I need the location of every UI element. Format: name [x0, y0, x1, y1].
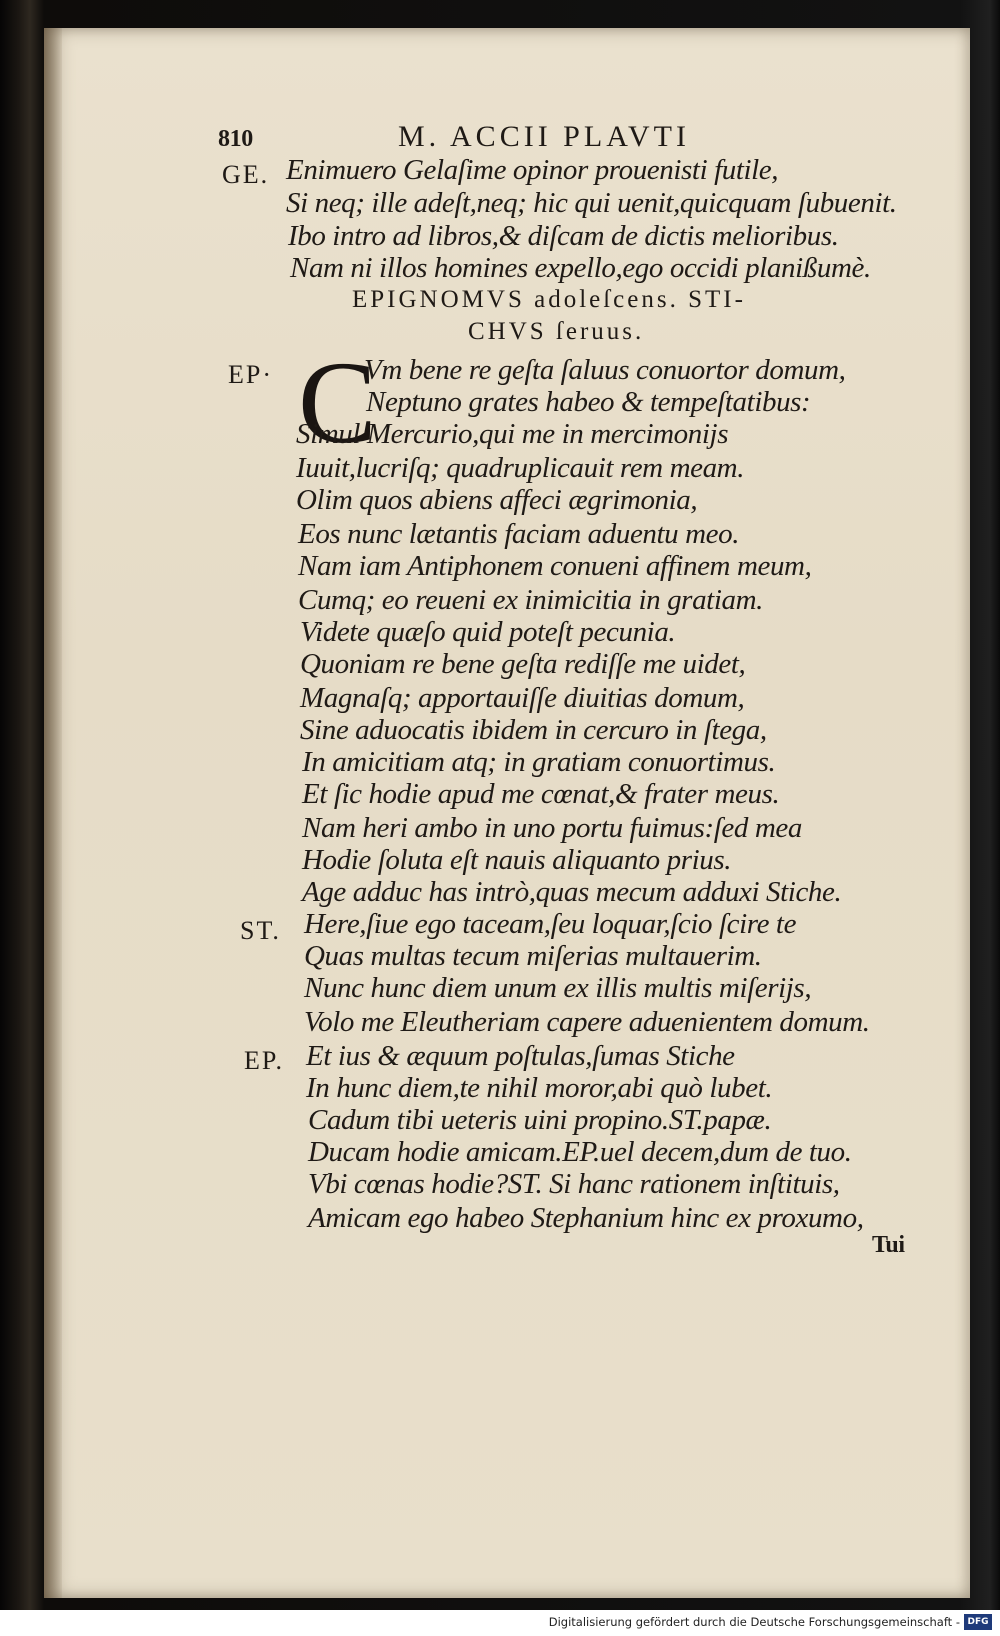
verse-line: Et ius & æquum poſtulas,ſumas Stiche: [306, 1040, 735, 1072]
verse-line: Magnaſq; apportauiſſe diuitias domum,: [300, 682, 745, 714]
verse-line: Ibo intro ad libros,& diſcam de dictis melioribus.: [288, 220, 839, 252]
verse-line: Neptuno grates habeo & tempeſtatibus:: [366, 386, 811, 418]
page-gutter-shadow: [44, 28, 62, 1598]
footer-credit-text: Digitalisierung gefördert durch die Deutsche Forschungsgemeinschaft -: [548, 1615, 960, 1629]
digitization-footer: [0, 1610, 1000, 1636]
verse-line: Si neq; ille adeſt,neq; hic qui uenit,quicquam ſubuenit.: [286, 187, 897, 219]
verse-line: Vm bene re geſta ſaluus conuortor domum,: [364, 354, 846, 386]
verse-line: Enimuero Gelaſime opinor prouenisti futile,: [286, 154, 779, 186]
verse-line: Olim quos abiens affeci ægrimonia,: [296, 484, 698, 516]
verse-line: Cadum tibi ueteris uini propino.ST.papæ.: [308, 1104, 772, 1136]
page-number: 810: [218, 126, 253, 152]
verse-line: In hunc diem,te nihil moror,abi quò lubet.: [306, 1072, 773, 1104]
verse-line: Hodie ſoluta eſt nauis aliquanto prius.: [302, 844, 732, 876]
verse-line: Eos nunc lætantis faciam aduentu meo.: [298, 518, 740, 550]
verse-line: Et ſic hodie apud me cœnat,& frater meus.: [302, 778, 780, 810]
scene-heading-continued: CHVS ſeruus.: [468, 318, 645, 345]
speaker-label-ep: EP·: [228, 360, 273, 389]
verse-line: Iuuit,lucriſq; quadruplicauit rem meam.: [296, 452, 745, 484]
verse-line: Ducam hodie amicam.EP.uel decem,dum de tuo.: [308, 1136, 852, 1168]
verse-line: In amicitiam atq; in gratiam conuortimus.: [302, 746, 776, 778]
verse-line: Age adduc has intrò,quas mecum adduxi Stiche.: [302, 876, 842, 908]
speaker-label-st: ST.: [240, 916, 281, 945]
verse-line: Quas multas tecum miſerias multauerim.: [304, 940, 762, 972]
verse-line: Cumq; eo reueni ex inimicitia in gratiam.: [298, 584, 763, 616]
verse-line: Quoniam re bene geſta rediſſe me uidet,: [300, 648, 746, 680]
verse-line: Videte quæſo quid poteſt pecunia.: [300, 616, 676, 648]
catchword: Tui: [872, 1232, 905, 1258]
drop-cap-initial: C: [298, 337, 377, 468]
verse-line: Nam iam Antiphonem conueni affinem meum,: [298, 550, 812, 582]
verse-line: Volo me Eleutheriam capere aduenientem domum.: [304, 1006, 870, 1038]
verse-line: Nunc hunc diem unum ex illis multis miſerijs,: [304, 972, 812, 1004]
verse-line: Vbi cœnas hodie?ST. Si hanc rationem inſtituis,: [308, 1168, 840, 1200]
verse-line: Nam heri ambo in uno portu fuimus:ſed mea: [302, 812, 802, 844]
speaker-label-ge: GE.: [222, 160, 270, 189]
verse-line: Simul Mercurio,qui me in mercimonijs: [296, 418, 729, 450]
verse-line: Amicam ego habeo Stephanium hinc ex proxumo,: [308, 1202, 864, 1234]
dfg-logo: DFG: [964, 1614, 992, 1630]
verse-line: Here,ſiue ego taceam,ſeu loquar,ſcio ſcire te: [304, 908, 797, 940]
scene-heading: EPIGNOMVS adoleſcens. STI-: [352, 286, 746, 313]
verse-line: Nam ni illos homines expello,ego occidi planißumè.: [290, 252, 871, 284]
speaker-label-ep-second: EP.: [244, 1046, 284, 1075]
verse-line: Sine aduocatis ibidem in cercuro in ſtega,: [300, 714, 767, 746]
running-title: M. ACCII PLAVTI: [398, 120, 690, 153]
